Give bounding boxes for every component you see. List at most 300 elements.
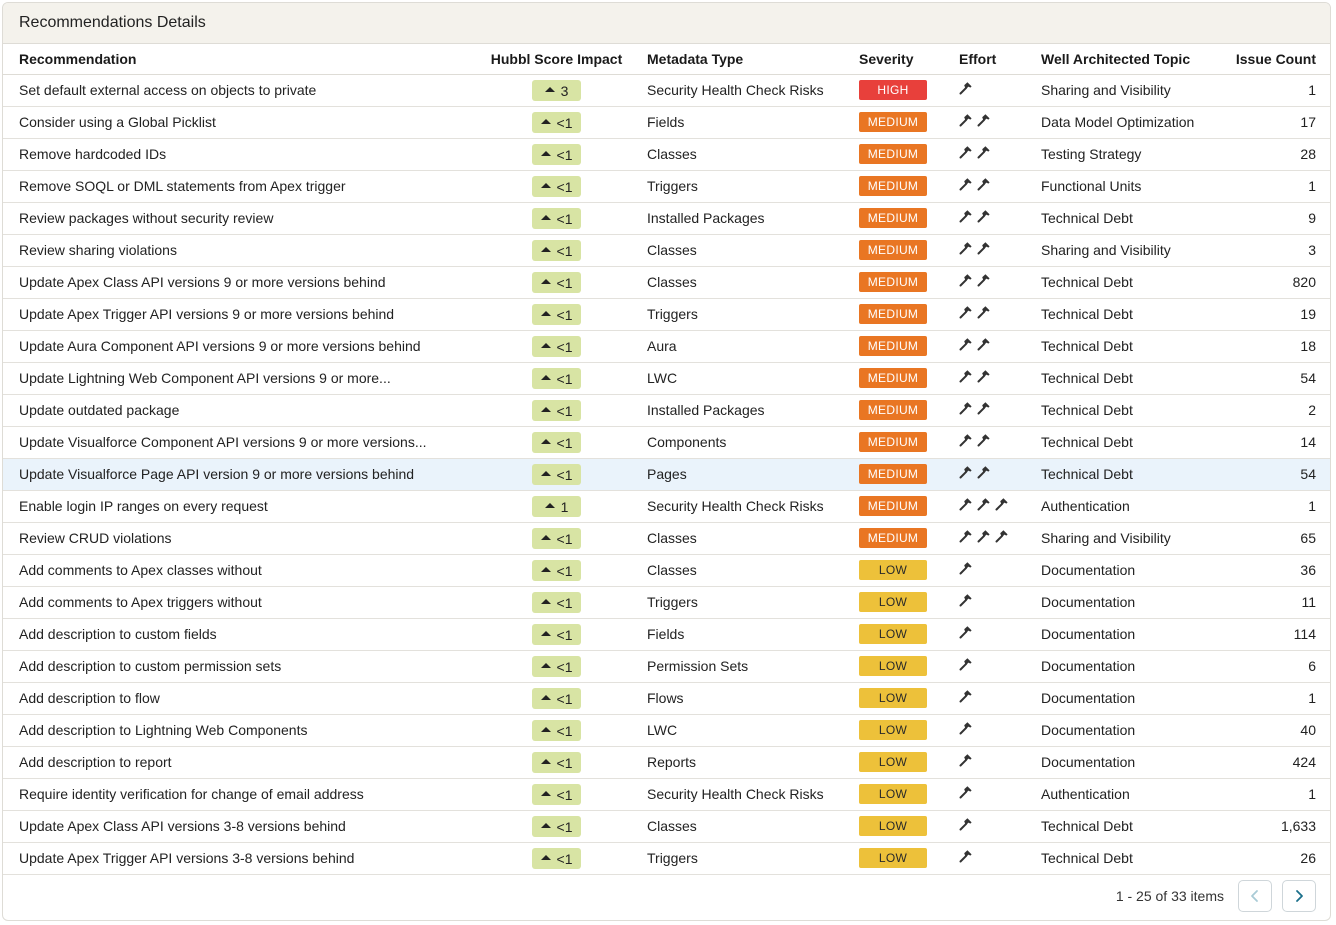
metadata-type-cell: LWC	[647, 370, 678, 386]
score-value: <1	[556, 402, 573, 419]
table-row[interactable]	[3, 842, 1331, 874]
score-value: <1	[556, 690, 573, 707]
score-cell	[466, 810, 647, 842]
table-row[interactable]	[3, 266, 1331, 298]
topic-cell: Technical Debt	[1041, 338, 1133, 354]
topic-cell: Technical Debt	[1041, 370, 1133, 386]
score-cell	[466, 330, 647, 362]
score-value: <1	[556, 434, 573, 451]
column-header-severity[interactable]: Severity	[859, 44, 959, 74]
effort-cell	[959, 266, 1041, 298]
hammer-icon	[977, 145, 991, 159]
severity-cell	[859, 298, 959, 330]
table-row[interactable]	[3, 746, 1331, 778]
score-impact-badge	[532, 560, 581, 581]
effort-cell	[959, 298, 1041, 330]
score-value: 3	[560, 82, 569, 99]
recommendation-cell: Add comments to Apex classes without	[19, 562, 262, 578]
score-cell	[466, 554, 647, 586]
metadata-type-cell: Classes	[647, 242, 697, 258]
column-header-metadata[interactable]: Metadata Type	[647, 44, 859, 74]
effort-cell	[959, 586, 1041, 618]
severity-cell	[859, 330, 959, 362]
hammer-icon	[977, 177, 991, 191]
topic-cell: Documentation	[1041, 722, 1136, 738]
hammer-icon	[977, 497, 991, 511]
hammer-icon	[977, 465, 991, 479]
issue-count-cell: 1	[1308, 498, 1316, 514]
score-value: <1	[556, 178, 573, 195]
up-arrow-icon	[541, 663, 551, 668]
metadata-type-cell: Aura	[647, 338, 677, 354]
issue-count-cell: 54	[1300, 466, 1316, 482]
severity-cell	[859, 74, 959, 106]
table-row[interactable]	[3, 650, 1331, 682]
metadata-type-cell: Security Health Check Risks	[647, 82, 824, 98]
hammer-icon	[959, 465, 973, 479]
up-arrow-icon	[541, 631, 551, 636]
score-cell	[466, 234, 647, 266]
hammer-icon	[959, 753, 973, 767]
metadata-type-cell: Classes	[647, 146, 697, 162]
score-cell	[466, 458, 647, 490]
previous-page-button[interactable]	[1238, 880, 1272, 912]
effort-cell	[959, 330, 1041, 362]
topic-cell: Testing Strategy	[1041, 146, 1142, 162]
issue-count-cell: 1,633	[1280, 818, 1316, 834]
topic-cell: Technical Debt	[1041, 402, 1133, 418]
up-arrow-icon	[545, 503, 555, 508]
up-arrow-icon	[541, 727, 551, 732]
score-cell	[466, 650, 647, 682]
severity-cell	[859, 426, 959, 458]
hammer-icon	[959, 273, 973, 287]
hammer-icon	[977, 113, 991, 127]
topic-cell: Documentation	[1041, 594, 1136, 610]
score-impact-badge	[532, 400, 581, 421]
hammer-icon	[977, 305, 991, 319]
effort-cell	[959, 74, 1041, 106]
severity-cell	[859, 650, 959, 682]
severity-badge: LOW	[859, 816, 927, 836]
score-value: 1	[560, 498, 569, 515]
recommendation-cell: Update Lightning Web Component API versions 9 or more...	[19, 370, 391, 386]
topic-cell: Sharing and Visibility	[1041, 82, 1171, 98]
table-row[interactable]	[3, 586, 1331, 618]
recommendation-cell: Add description to Lightning Web Components	[19, 722, 308, 738]
effort-cell	[959, 106, 1041, 138]
topic-cell: Technical Debt	[1041, 850, 1133, 866]
score-value: <1	[556, 722, 573, 739]
score-impact-badge	[532, 368, 581, 389]
score-impact-badge	[532, 176, 581, 197]
table-row[interactable]	[3, 234, 1331, 266]
score-cell	[466, 586, 647, 618]
effort-cell	[959, 522, 1041, 554]
hammer-icon	[959, 785, 973, 799]
table-row[interactable]	[3, 170, 1331, 202]
effort-indicator	[959, 849, 973, 863]
score-value: <1	[556, 626, 573, 643]
issue-count-cell: 114	[1293, 626, 1316, 642]
column-header-effort[interactable]: Effort	[959, 44, 1041, 74]
score-impact-badge	[532, 752, 581, 773]
effort-indicator	[959, 817, 973, 831]
score-impact-badge	[532, 784, 581, 805]
effort-indicator	[959, 561, 973, 575]
issue-count-cell: 26	[1300, 850, 1316, 866]
recommendation-cell: Add description to custom permission sets	[19, 658, 282, 674]
severity-badge: MEDIUM	[859, 336, 927, 356]
table-row[interactable]	[3, 682, 1331, 714]
score-cell	[466, 362, 647, 394]
score-cell	[466, 138, 647, 170]
recommendation-cell: Consider using a Global Picklist	[19, 114, 216, 130]
score-value: <1	[556, 754, 573, 771]
severity-cell	[859, 458, 959, 490]
severity-badge: MEDIUM	[859, 528, 927, 548]
issue-count-cell: 54	[1300, 370, 1316, 386]
recommendation-cell: Update Apex Class API versions 9 or more versions behind	[19, 274, 386, 290]
effort-cell	[959, 458, 1041, 490]
up-arrow-icon	[541, 151, 551, 156]
metadata-type-cell: Classes	[647, 818, 697, 834]
topic-cell: Documentation	[1041, 754, 1136, 770]
effort-cell	[959, 650, 1041, 682]
issue-count-cell: 9	[1308, 210, 1316, 226]
score-cell	[466, 170, 647, 202]
score-cell	[466, 746, 647, 778]
table-row[interactable]	[3, 458, 1331, 490]
up-arrow-icon	[541, 599, 551, 604]
score-cell	[466, 106, 647, 138]
severity-badge: LOW	[859, 752, 927, 772]
table-row[interactable]	[3, 74, 1331, 106]
metadata-type-cell: Fields	[647, 626, 685, 642]
metadata-type-cell: Triggers	[647, 178, 698, 194]
score-cell	[466, 202, 647, 234]
issue-count-cell: 1	[1308, 178, 1316, 194]
effort-cell	[959, 842, 1041, 874]
effort-cell	[959, 426, 1041, 458]
up-arrow-icon	[541, 535, 551, 540]
effort-indicator	[959, 721, 973, 735]
topic-cell: Technical Debt	[1041, 306, 1133, 322]
score-cell	[466, 682, 647, 714]
metadata-type-cell: LWC	[647, 722, 678, 738]
severity-cell	[859, 394, 959, 426]
severity-badge: MEDIUM	[859, 176, 927, 196]
score-value: <1	[556, 466, 573, 483]
recommendation-cell: Add comments to Apex triggers without	[19, 594, 262, 610]
up-arrow-icon	[541, 215, 551, 220]
severity-cell	[859, 138, 959, 170]
score-impact-badge	[532, 304, 581, 325]
score-value: <1	[556, 594, 573, 611]
severity-cell	[859, 202, 959, 234]
recommendation-cell: Require identity verification for change of email address	[19, 786, 364, 802]
effort-cell	[959, 618, 1041, 650]
hammer-icon	[959, 177, 973, 191]
score-impact-badge	[532, 688, 581, 709]
score-value: <1	[556, 658, 573, 675]
table-row[interactable]	[3, 810, 1331, 842]
severity-cell	[859, 266, 959, 298]
score-impact-badge	[532, 656, 581, 677]
score-impact-badge	[532, 272, 581, 293]
topic-cell: Authentication	[1041, 786, 1130, 802]
score-impact-badge	[532, 528, 581, 549]
severity-badge: MEDIUM	[859, 368, 927, 388]
effort-cell	[959, 554, 1041, 586]
score-impact-badge	[532, 624, 581, 645]
topic-cell: Sharing and Visibility	[1041, 530, 1171, 546]
issue-count-cell: 2	[1308, 402, 1316, 418]
issue-count-cell: 17	[1300, 114, 1316, 130]
topic-cell: Authentication	[1041, 498, 1130, 514]
issue-count-cell: 19	[1300, 306, 1316, 322]
hammer-icon	[959, 145, 973, 159]
up-arrow-icon	[541, 759, 551, 764]
effort-cell	[959, 138, 1041, 170]
hammer-icon	[959, 497, 973, 511]
severity-cell	[859, 554, 959, 586]
column-header-recommendation[interactable]: Recommendation	[3, 44, 466, 74]
table-row[interactable]	[3, 394, 1331, 426]
severity-cell	[859, 618, 959, 650]
score-impact-badge	[532, 112, 581, 133]
recommendation-cell: Set default external access on objects to private	[19, 82, 317, 98]
up-arrow-icon	[541, 791, 551, 796]
recommendation-cell: Update Apex Trigger API versions 3-8 versions behind	[19, 850, 355, 866]
severity-badge: MEDIUM	[859, 464, 927, 484]
column-header-score[interactable]: Hubbl Score Impact	[466, 44, 647, 74]
table-row[interactable]	[3, 330, 1331, 362]
issue-count-cell: 11	[1301, 594, 1316, 610]
effort-indicator	[959, 209, 991, 223]
table-row[interactable]	[3, 298, 1331, 330]
effort-cell	[959, 170, 1041, 202]
hammer-icon	[959, 849, 973, 863]
up-arrow-icon	[541, 567, 551, 572]
score-value: <1	[556, 338, 573, 355]
table-header-row	[3, 44, 1331, 74]
issue-count-cell: 1	[1308, 786, 1316, 802]
hammer-icon	[959, 593, 973, 607]
metadata-type-cell: Flows	[647, 690, 684, 706]
metadata-type-cell: Classes	[647, 530, 697, 546]
score-cell	[466, 74, 647, 106]
topic-cell: Technical Debt	[1041, 466, 1133, 482]
score-value: <1	[556, 242, 573, 259]
table-row[interactable]	[3, 714, 1331, 746]
score-cell	[466, 298, 647, 330]
topic-cell: Technical Debt	[1041, 434, 1133, 450]
table-row[interactable]	[3, 426, 1331, 458]
up-arrow-icon	[541, 439, 551, 444]
up-arrow-icon	[541, 311, 551, 316]
metadata-type-cell: Pages	[647, 466, 687, 482]
hammer-icon	[977, 401, 991, 415]
score-impact-badge	[532, 816, 581, 837]
recommendation-cell: Update Apex Class API versions 3-8 versions behind	[19, 818, 346, 834]
effort-indicator	[959, 753, 973, 767]
topic-cell: Technical Debt	[1041, 210, 1133, 226]
severity-badge: LOW	[859, 720, 927, 740]
metadata-type-cell: Security Health Check Risks	[647, 498, 824, 514]
metadata-type-cell: Triggers	[647, 850, 698, 866]
effort-indicator	[959, 401, 991, 415]
hammer-icon	[959, 401, 973, 415]
score-cell	[466, 714, 647, 746]
effort-cell	[959, 362, 1041, 394]
severity-cell	[859, 714, 959, 746]
severity-cell	[859, 682, 959, 714]
hammer-icon	[959, 721, 973, 735]
table-row[interactable]	[3, 522, 1331, 554]
metadata-type-cell: Triggers	[647, 594, 698, 610]
table-row[interactable]	[3, 202, 1331, 234]
chevron-right-icon	[1292, 889, 1306, 903]
score-value: <1	[556, 274, 573, 291]
severity-badge: MEDIUM	[859, 400, 927, 420]
issue-count-cell: 40	[1300, 722, 1316, 738]
table-row[interactable]	[3, 138, 1331, 170]
effort-indicator	[959, 657, 973, 671]
hammer-icon	[977, 369, 991, 383]
hammer-icon	[977, 337, 991, 351]
severity-cell	[859, 522, 959, 554]
hammer-icon	[977, 433, 991, 447]
table-body	[3, 74, 1331, 874]
issue-count-cell: 65	[1300, 530, 1316, 546]
effort-indicator	[959, 241, 991, 255]
severity-cell	[859, 170, 959, 202]
score-value: <1	[556, 306, 573, 323]
severity-badge: LOW	[859, 592, 927, 612]
metadata-type-cell: Security Health Check Risks	[647, 786, 824, 802]
severity-badge: MEDIUM	[859, 112, 927, 132]
effort-indicator	[959, 625, 973, 639]
severity-badge: MEDIUM	[859, 240, 927, 260]
effort-indicator	[959, 465, 991, 479]
up-arrow-icon	[541, 823, 551, 828]
issue-count-cell: 36	[1300, 562, 1316, 578]
severity-cell	[859, 586, 959, 618]
table-row[interactable]	[3, 778, 1331, 810]
score-impact-badge	[532, 336, 581, 357]
issue-count-cell: 3	[1308, 242, 1316, 258]
severity-cell	[859, 106, 959, 138]
pagination	[3, 871, 1330, 920]
metadata-type-cell: Components	[647, 434, 727, 450]
column-header-count[interactable]: Issue Count	[1234, 44, 1331, 74]
hammer-icon	[995, 497, 1009, 511]
hammer-icon	[959, 657, 973, 671]
topic-cell: Documentation	[1041, 626, 1136, 642]
up-arrow-icon	[541, 343, 551, 348]
effort-cell	[959, 810, 1041, 842]
severity-cell	[859, 746, 959, 778]
score-impact-badge	[532, 144, 581, 165]
severity-badge: LOW	[859, 560, 927, 580]
metadata-type-cell: Reports	[647, 754, 697, 770]
effort-indicator	[959, 785, 973, 799]
severity-cell	[859, 234, 959, 266]
table-row[interactable]	[3, 618, 1331, 650]
hammer-icon	[977, 209, 991, 223]
issue-count-cell: 28	[1300, 146, 1316, 162]
recommendation-cell: Update Visualforce Page API version 9 or more versions behind	[19, 466, 415, 482]
hammer-icon	[959, 369, 973, 383]
table-row[interactable]	[3, 106, 1331, 138]
severity-cell	[859, 778, 959, 810]
score-impact-badge	[532, 496, 581, 517]
hammer-icon	[977, 241, 991, 255]
metadata-type-cell: Permission Sets	[647, 658, 749, 674]
score-cell	[466, 490, 647, 522]
severity-badge: LOW	[859, 656, 927, 676]
score-value: <1	[556, 562, 573, 579]
severity-badge: MEDIUM	[859, 496, 927, 516]
effort-indicator	[959, 177, 991, 191]
effort-cell	[959, 746, 1041, 778]
up-arrow-icon	[541, 183, 551, 188]
issue-count-cell: 6	[1308, 658, 1316, 674]
severity-cell	[859, 842, 959, 874]
next-page-button[interactable]	[1282, 880, 1316, 912]
effort-cell	[959, 202, 1041, 234]
effort-indicator	[959, 81, 973, 95]
column-header-topic[interactable]: Well Architected Topic	[1041, 44, 1234, 74]
hammer-icon	[995, 529, 1009, 543]
recommendations-table	[3, 44, 1331, 875]
score-value: <1	[556, 850, 573, 867]
effort-cell	[959, 778, 1041, 810]
table-row[interactable]	[3, 362, 1331, 394]
score-cell	[466, 394, 647, 426]
issue-count-cell: 1	[1308, 690, 1316, 706]
score-value: <1	[556, 818, 573, 835]
severity-cell	[859, 490, 959, 522]
severity-badge: MEDIUM	[859, 272, 927, 292]
score-value: <1	[556, 370, 573, 387]
effort-indicator	[959, 593, 973, 607]
panel-header	[3, 3, 1330, 44]
metadata-type-cell: Fields	[647, 114, 685, 130]
recommendation-cell: Enable login IP ranges on every request	[19, 498, 268, 514]
score-cell	[466, 618, 647, 650]
table-row[interactable]	[3, 554, 1331, 586]
score-impact-badge	[532, 464, 581, 485]
pagination-label: 1 - 25 of 33 items	[1115, 887, 1224, 904]
hammer-icon	[959, 337, 973, 351]
effort-cell	[959, 234, 1041, 266]
score-value: <1	[556, 210, 573, 227]
chevron-left-icon	[1248, 889, 1262, 903]
score-impact-badge	[532, 592, 581, 613]
severity-badge: HIGH	[859, 80, 927, 100]
score-cell	[466, 842, 647, 874]
topic-cell: Data Model Optimization	[1041, 114, 1195, 130]
metadata-type-cell: Triggers	[647, 306, 698, 322]
effort-indicator	[959, 145, 991, 159]
issue-count-cell: 424	[1292, 754, 1316, 770]
hammer-icon	[959, 529, 973, 543]
table-row[interactable]	[3, 490, 1331, 522]
up-arrow-icon	[541, 119, 551, 124]
severity-badge: LOW	[859, 848, 927, 868]
